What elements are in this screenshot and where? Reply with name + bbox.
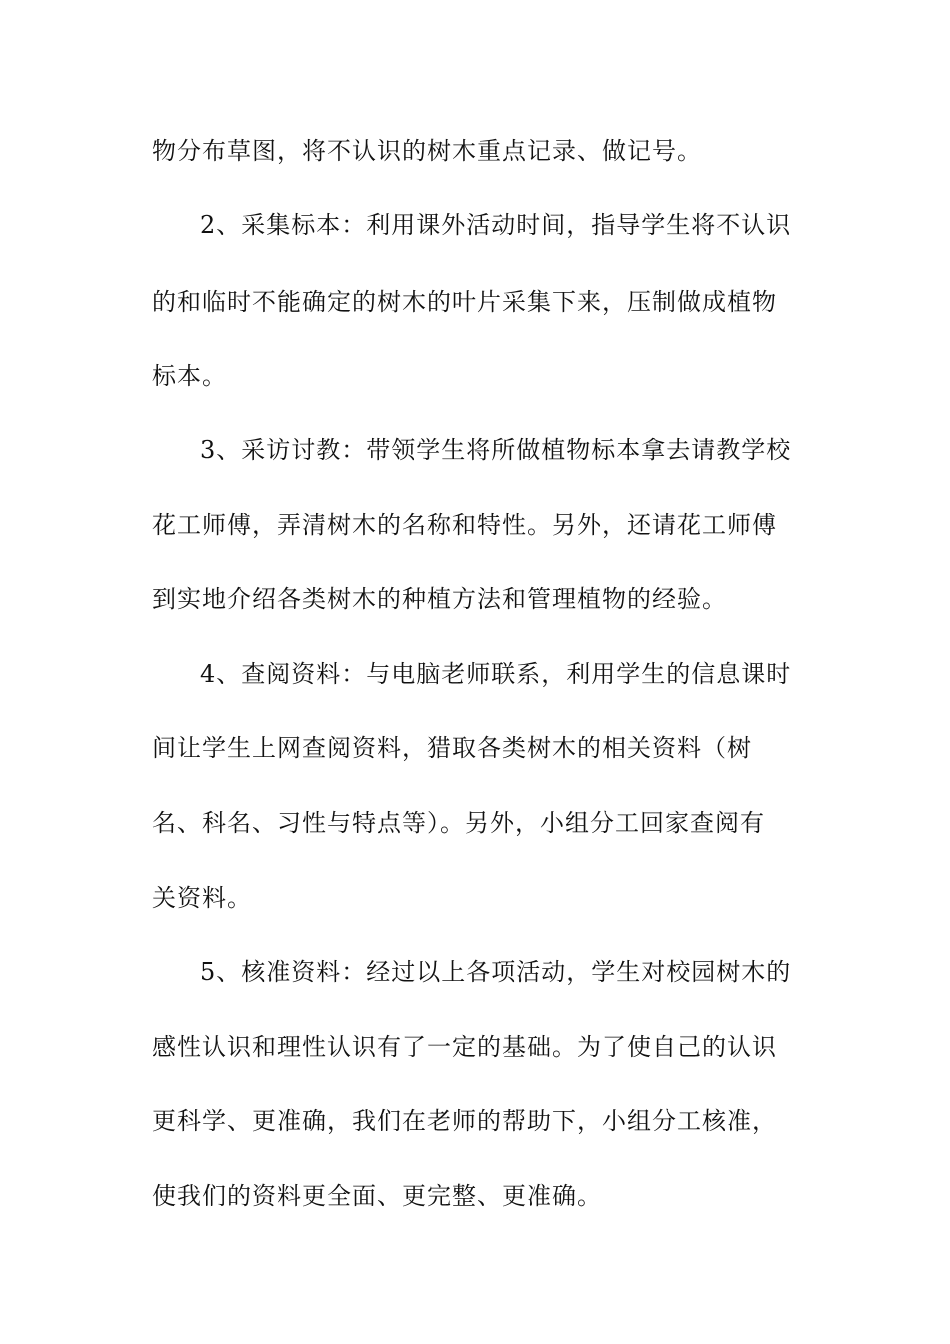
paragraph-2-line-1: 2、采集标本：利用课外活动时间，指导学生将不认识 [200, 211, 792, 239]
paragraph-2-line-2: 的和临时不能确定的树木的叶片采集下来，压制做成植物 [152, 288, 777, 316]
paragraph-2-line-3: 标本。 [152, 362, 227, 390]
paragraph-4-line-3: 名、科名、习性与特点等）。另外，小组分工回家查阅有 [152, 809, 765, 837]
paragraph-3-line-2: 花工师傅，弄清树木的名称和特性。另外，还请花工师傅 [152, 511, 777, 539]
paragraph-5-line-1: 5、核准资料：经过以上各项活动，学生对校园树木的 [200, 958, 792, 986]
paragraph-5-line-4: 使我们的资料更全面、更完整、更准确。 [152, 1182, 602, 1210]
paragraph-4-line-4: 关资料。 [152, 884, 252, 912]
paragraph-5-line-3: 更科学、更准确，我们在老师的帮助下，小组分工核准， [152, 1107, 777, 1135]
paragraph-4-line-2: 间让学生上网查阅资料，猎取各类树木的相关资料（树 [152, 734, 752, 762]
paragraph-4-line-1: 4、查阅资料：与电脑老师联系，利用学生的信息课时 [200, 660, 792, 688]
paragraph-5-line-2: 感性认识和理性认识有了一定的基础。为了使自己的认识 [152, 1033, 777, 1061]
paragraph-3-line-3: 到实地介绍各类树木的种植方法和管理植物的经验。 [152, 585, 727, 613]
paragraph-3-line-1: 3、采访讨教：带领学生将所做植物标本拿去请教学校 [200, 436, 792, 464]
text-line-1: 物分布草图，将不认识的树木重点记录、做记号。 [152, 137, 702, 165]
